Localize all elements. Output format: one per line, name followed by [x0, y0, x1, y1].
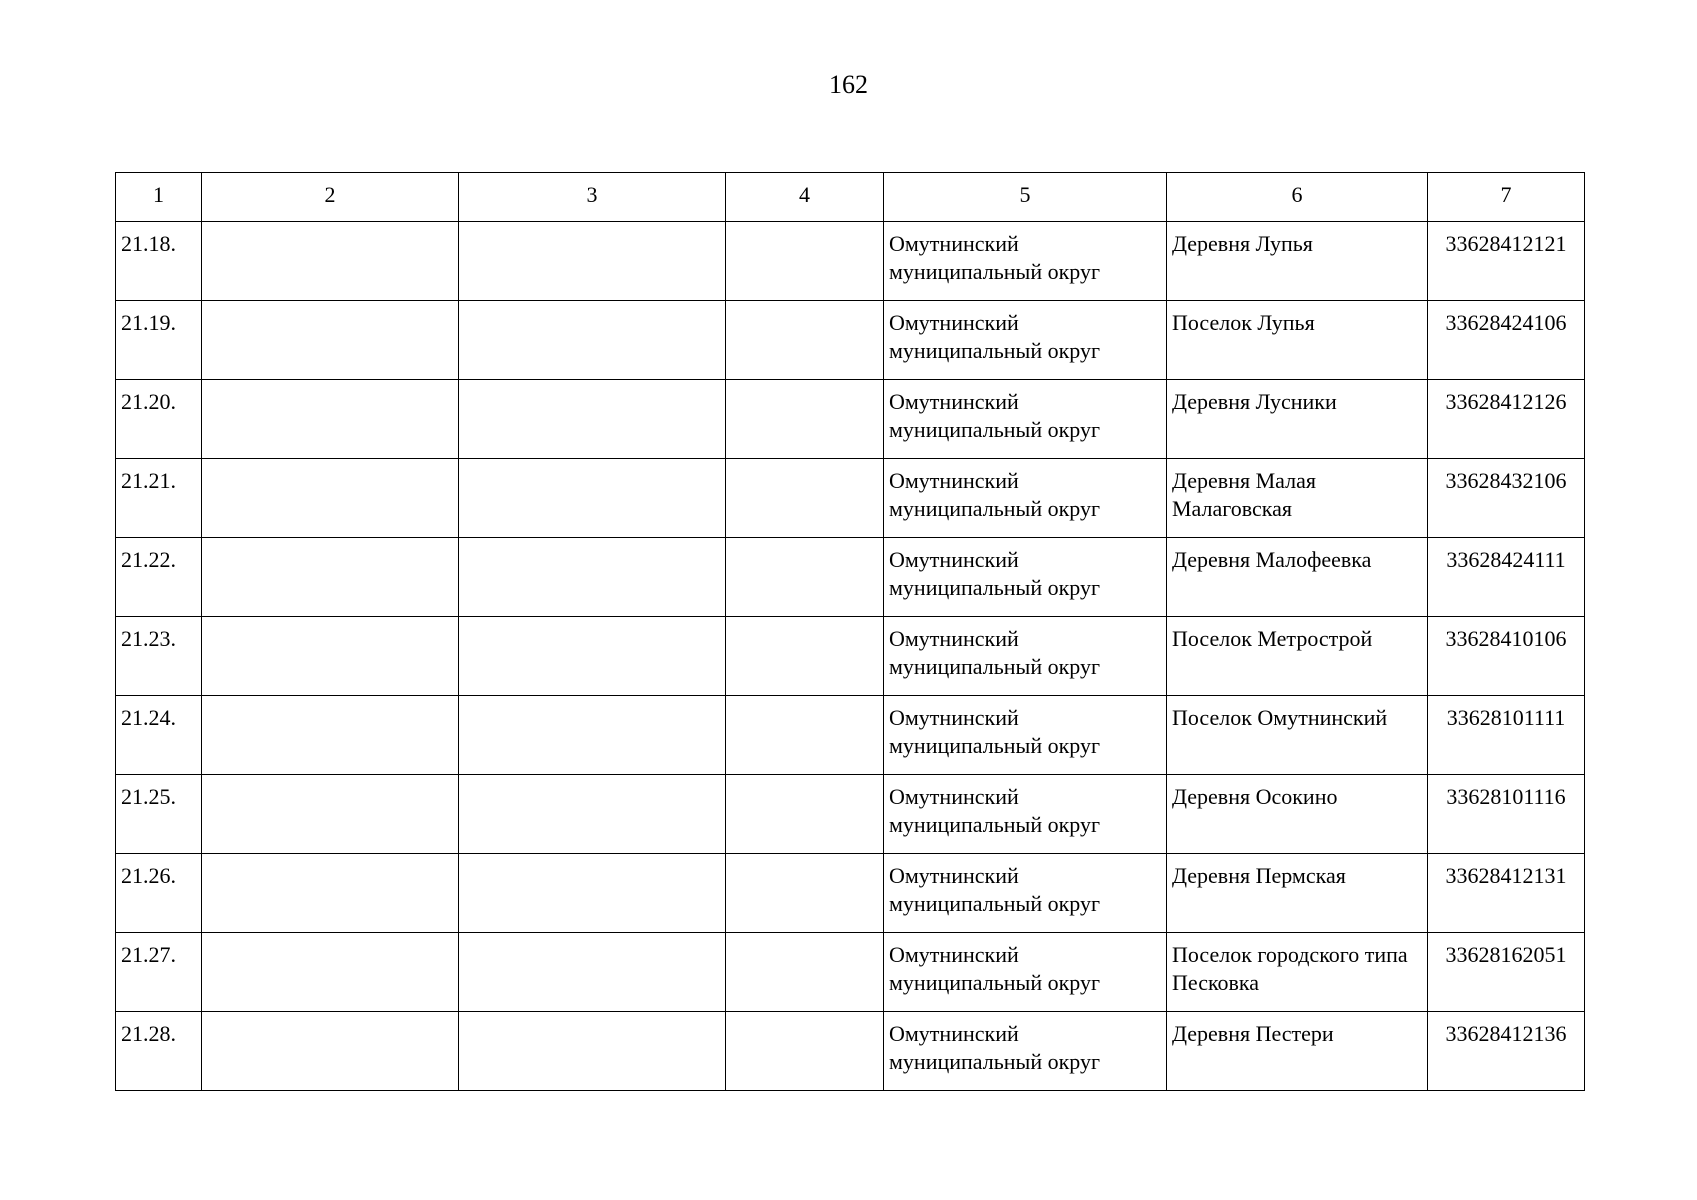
- district-cell: Омутнинский муниципальный округ: [884, 222, 1167, 301]
- table-row: [116, 696, 1585, 775]
- cell-col-2: [202, 933, 459, 1012]
- settlement-cell: Поселок Метрострой: [1167, 617, 1428, 696]
- row-number: 21.23.: [116, 617, 202, 696]
- settlement-cell: Деревня Малая Малаговская: [1167, 459, 1428, 538]
- table-row: [116, 459, 1585, 538]
- column-header: 4: [726, 173, 884, 222]
- row-number: 21.21.: [116, 459, 202, 538]
- cell-col-4: [726, 459, 884, 538]
- cell-col-3: [459, 222, 726, 301]
- settlement-cell: Деревня Осокино: [1167, 775, 1428, 854]
- settlements-table: [115, 172, 1585, 1091]
- row-number: 21.22.: [116, 538, 202, 617]
- cell-col-4: [726, 617, 884, 696]
- row-number: 21.24.: [116, 696, 202, 775]
- district-cell: Омутнинский муниципальный округ: [884, 854, 1167, 933]
- cell-col-2: [202, 459, 459, 538]
- table-row: [116, 617, 1585, 696]
- settlement-cell: Деревня Лусники: [1167, 380, 1428, 459]
- cell-col-3: [459, 696, 726, 775]
- code-cell: 33628424106: [1428, 301, 1585, 380]
- cell-col-3: [459, 538, 726, 617]
- code-cell: 33628424111: [1428, 538, 1585, 617]
- code-cell: 33628432106: [1428, 459, 1585, 538]
- column-header: 3: [459, 173, 726, 222]
- district-cell: Омутнинский муниципальный округ: [884, 696, 1167, 775]
- table-row: [116, 775, 1585, 854]
- cell-col-4: [726, 301, 884, 380]
- cell-col-3: [459, 775, 726, 854]
- row-number: 21.25.: [116, 775, 202, 854]
- cell-col-3: [459, 617, 726, 696]
- district-cell: Омутнинский муниципальный округ: [884, 459, 1167, 538]
- cell-col-3: [459, 854, 726, 933]
- cell-col-3: [459, 380, 726, 459]
- cell-col-3: [459, 301, 726, 380]
- cell-col-3: [459, 933, 726, 1012]
- cell-col-2: [202, 538, 459, 617]
- column-header: 5: [884, 173, 1167, 222]
- table-row: [116, 1012, 1585, 1091]
- settlement-cell: Деревня Пестери: [1167, 1012, 1428, 1091]
- table-row: [116, 854, 1585, 933]
- row-number: 21.27.: [116, 933, 202, 1012]
- code-cell: 33628410106: [1428, 617, 1585, 696]
- cell-col-4: [726, 222, 884, 301]
- row-number: 21.26.: [116, 854, 202, 933]
- district-cell: Омутнинский муниципальный округ: [884, 380, 1167, 459]
- code-cell: 33628412131: [1428, 854, 1585, 933]
- settlement-cell: Деревня Малофеевка: [1167, 538, 1428, 617]
- cell-col-4: [726, 538, 884, 617]
- table-row: [116, 380, 1585, 459]
- cell-col-3: [459, 1012, 726, 1091]
- table-row: [116, 222, 1585, 301]
- table-row: [116, 301, 1585, 380]
- page-number: 162: [829, 70, 868, 99]
- cell-col-2: [202, 1012, 459, 1091]
- district-cell: Омутнинский муниципальный округ: [884, 1012, 1167, 1091]
- district-cell: Омутнинский муниципальный округ: [884, 933, 1167, 1012]
- column-header: 7: [1428, 173, 1585, 222]
- district-cell: Омутнинский муниципальный округ: [884, 301, 1167, 380]
- cell-col-2: [202, 696, 459, 775]
- cell-col-2: [202, 380, 459, 459]
- cell-col-4: [726, 933, 884, 1012]
- column-header: 2: [202, 173, 459, 222]
- settlement-cell: Поселок Лупья: [1167, 301, 1428, 380]
- cell-col-2: [202, 775, 459, 854]
- code-cell: 33628412121: [1428, 222, 1585, 301]
- row-number: 21.18.: [116, 222, 202, 301]
- table-row: [116, 538, 1585, 617]
- cell-col-2: [202, 617, 459, 696]
- cell-col-4: [726, 775, 884, 854]
- code-cell: 33628101111: [1428, 696, 1585, 775]
- district-cell: Омутнинский муниципальный округ: [884, 538, 1167, 617]
- settlement-cell: Деревня Лупья: [1167, 222, 1428, 301]
- settlement-cell: Деревня Пермская: [1167, 854, 1428, 933]
- code-cell: 33628101116: [1428, 775, 1585, 854]
- code-cell: 33628412136: [1428, 1012, 1585, 1091]
- column-header: 1: [116, 173, 202, 222]
- cell-col-2: [202, 301, 459, 380]
- cell-col-3: [459, 459, 726, 538]
- cell-col-4: [726, 380, 884, 459]
- cell-col-2: [202, 222, 459, 301]
- cell-col-4: [726, 1012, 884, 1091]
- code-cell: 33628162051: [1428, 933, 1585, 1012]
- district-cell: Омутнинский муниципальный округ: [884, 617, 1167, 696]
- code-cell: 33628412126: [1428, 380, 1585, 459]
- row-number: 21.20.: [116, 380, 202, 459]
- cell-col-2: [202, 854, 459, 933]
- table-row: [116, 933, 1585, 1012]
- cell-col-4: [726, 854, 884, 933]
- district-cell: Омутнинский муниципальный округ: [884, 775, 1167, 854]
- cell-col-4: [726, 696, 884, 775]
- column-header: 6: [1167, 173, 1428, 222]
- settlement-cell: Поселок Омутнинский: [1167, 696, 1428, 775]
- row-number: 21.28.: [116, 1012, 202, 1091]
- header-row: [116, 173, 1585, 222]
- settlement-cell: Поселок городского типа Песковка: [1167, 933, 1428, 1012]
- row-number: 21.19.: [116, 301, 202, 380]
